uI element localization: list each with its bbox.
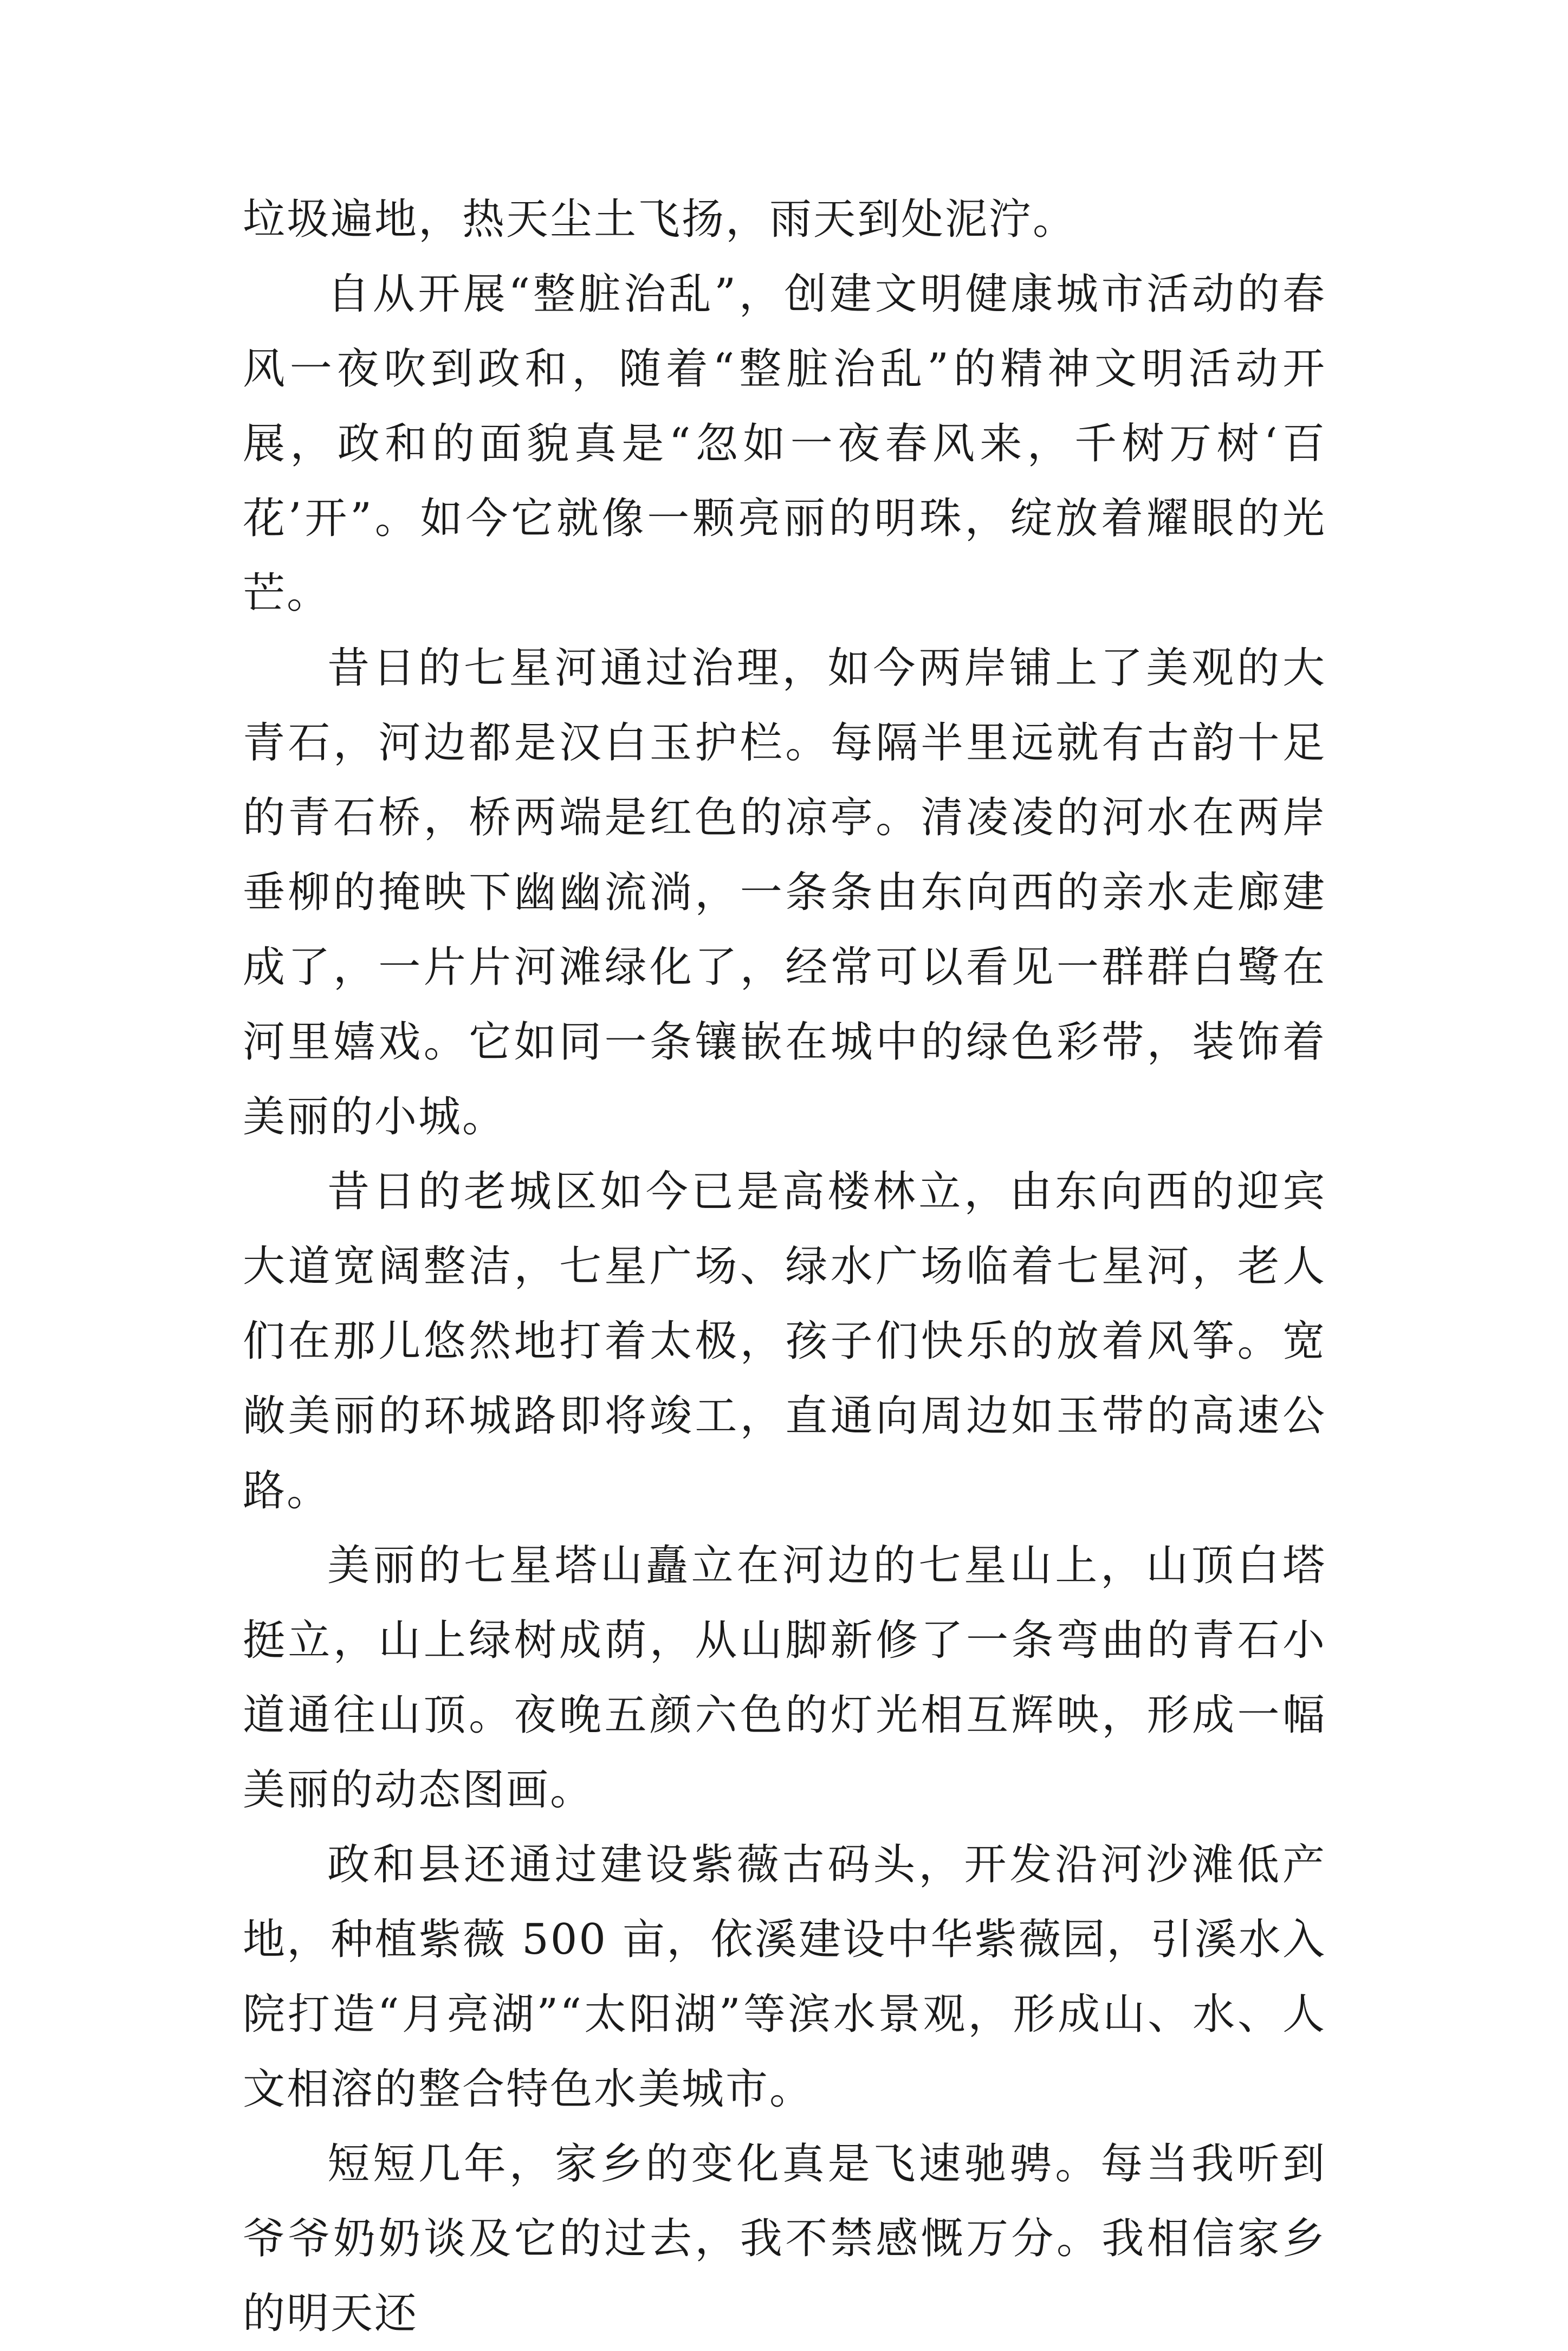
paragraph-old-town: 昔日的老城区如今已是高楼林立，由东向西的迎宾大道宽阔整洁，七星广场、绿水广场临着七星河，老人们在那儿悠然地打着太极，孩子们快乐的放着风筝。宽敞美丽的环城路即将竣工，直通向周边如玉带的高速公路。 — [243, 1167, 1326, 1515]
body-text — [243, 182, 1326, 2351]
paragraph-cleanup-campaign: 自从开展“整脏治乱”，创建文明健康城市活动的春风一夜吹到政和，随着“整脏治乱”的精神文明活动开展，政和的面貌真是“忽如一夜春风来，千树万树‘百花’开”。如今它就像一颗亮丽的明珠，绽放着耀眼的光芒。 — [243, 270, 1326, 618]
paragraph-qixing-pagoda: 美丽的七星塔山矗立在河边的七星山上，山顶白塔挺立，山上绿树成荫，从山脚新修了一条弯曲的青石小道通往山顶。夜晚五颜六色的灯光相互辉映，形成一幅美丽的动态图画。 — [243, 1541, 1326, 1814]
paragraph-crape-myrtle-park: 政和县还通过建设紫薇古码头，开发沿河沙滩低产地，种植紫薇 500 亩，依溪建设中华紫薇园，引溪水入院打造“月亮湖”“太阳湖”等滨水景观，形成山、水、人文相溶的整合特色水美城市。 — [243, 1840, 1326, 2114]
paragraph-continuation: 垃圾遍地，热天尘土飞扬，雨天到处泥泞。 — [243, 195, 1077, 244]
paragraph-conclusion: 短短几年，家乡的变化真是飞速驰骋。每当我听到爷爷奶奶谈及它的过去，我不禁感慨万分。我相信家乡的明天还 — [243, 2140, 1326, 2338]
paragraph-qixing-river: 昔日的七星河通过治理，如今两岸铺上了美观的大青石，河边都是汉白玉护栏。每隔半里远就有古韵十足的青石桥，桥两端是红色的凉亭。清凌凌的河水在两岸垂柳的掩映下幽幽流淌，一条条由东向西的亲水走廊建成了，一片片河滩绿化了，经常可以看见一群群白鹭在河里嬉戏。它如同一条镶嵌在城中的绿色彩带，装饰着美丽的小城。 — [243, 644, 1326, 1141]
